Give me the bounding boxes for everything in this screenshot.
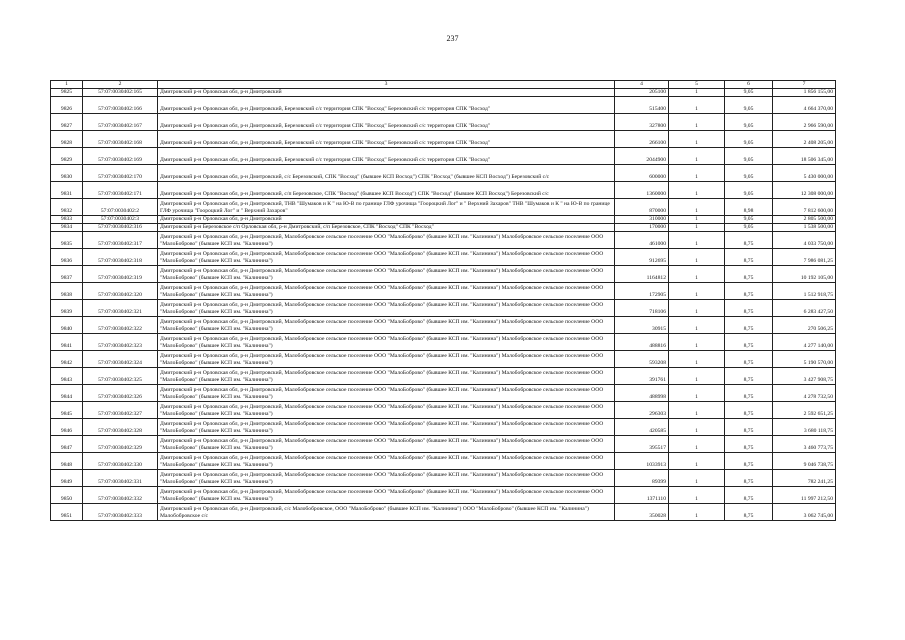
land-parcel-table — [50, 80, 836, 521]
value-cell: 6 283 427,50 — [773, 300, 836, 317]
location-description-cell: Дмитровский р-н Орловская обл, р-н Дмитровский, Березовский с/с территория СПК "Восход" Березовский с/с территория СПК "Восход" — [158, 148, 615, 165]
cadastral-number-cell: 57:07:0030402:169 — [83, 148, 158, 165]
area-cell: 2044900 — [615, 148, 669, 165]
row-number-cell: 9844 — [51, 385, 83, 402]
column-header: 1 — [51, 81, 83, 89]
rate-cell: 8,75 — [725, 402, 773, 419]
location-description-cell: Дмитровский р-н Березовское с/п Орловская обл, р-н Дмитровский, с/п Березовское, СПК "Восход" СПК "Восход" — [158, 224, 615, 232]
rate-cell: 8,75 — [725, 436, 773, 453]
area-cell: 488816 — [615, 334, 669, 351]
location-description-cell: Дмитровский р-н Орловская обл, р-н Дмитровский, ТНВ "Шумаков и К " на Ю-В по границе ГЛФ урочища "Гоороцкий Лог" и " Верхний Захаров" ТНВ "Шумаков и К " на Ю-В по границе ГЛФ урочища "Гоороцкий Лог" и " Верхний Захаров" — [158, 199, 615, 216]
area-cell: 266100 — [615, 131, 669, 148]
value-cell: 4 277 140,00 — [773, 334, 836, 351]
row-number-cell: 9826 — [51, 97, 83, 114]
value-cell: 10 192 105,00 — [773, 266, 836, 283]
column-header: 7 — [773, 81, 836, 89]
rate-cell: 8,75 — [725, 504, 773, 521]
table-row — [51, 232, 836, 249]
coefficient-cell: 1 — [669, 402, 725, 419]
value-cell: 4 664 370,00 — [773, 97, 836, 114]
location-description-cell: Дмитровский р-н Орловская обл, р-н Дмитровский, Малобобровское сельское поселение ООО "МалоБоброво" (бывшее КСП им. "Калинина") Малобобровское сельское поселение ООО "МалоБоброво" (бывшее КСП им. "Калинина") — [158, 419, 615, 436]
rate-cell: 9,05 — [725, 148, 773, 165]
location-description-cell: Дмитровский р-н Орловская обл, р-н Дмитровский, Малобобровское сельское поселение ООО "МалоБоброво" (бывшее КСП им. "Калинина") Малобобровское сельское поселение ООО "МалоБоброво" (бывшее КСП им. "Калинина") — [158, 317, 615, 334]
page-number: 237 — [446, 34, 459, 43]
coefficient-cell: 1 — [669, 283, 725, 300]
area-cell: 391761 — [615, 368, 669, 385]
rate-cell: 9,05 — [725, 216, 773, 224]
value-cell: 3 062 745,00 — [773, 504, 836, 521]
table-row — [51, 504, 836, 521]
rate-cell: 8,75 — [725, 266, 773, 283]
coefficient-cell: 1 — [669, 317, 725, 334]
rate-cell: 8,98 — [725, 199, 773, 216]
table-row — [51, 216, 836, 224]
location-description-cell: Дмитровский р-н Орловская обл, р-н Дмитровский, Малобобровское сельское поселение ООО "МалоБоброво" (бывшее КСП им. "Калинина") Малобобровское сельское поселение ООО "МалоБоброво" (бывшее КСП им. "Калинина") — [158, 402, 615, 419]
location-description-cell: Дмитровский р-н Орловская обл, р-н Дмитровский, с/с Березовский, СПК "Восход" (бывшее КСП Восход") СПК "Восход" (бывшее КСП Восход") Березовский с/с — [158, 165, 615, 182]
value-cell: 5 430 000,00 — [773, 165, 836, 182]
cadastral-number-cell: 57:07:0030402:333 — [83, 504, 158, 521]
row-number-cell: 9838 — [51, 283, 83, 300]
location-description-cell: Дмитровский р-н Орловская обл, р-н Дмитровский — [158, 89, 615, 97]
cadastral-number-cell: 57:07:0030402:321 — [83, 300, 158, 317]
cadastral-number-cell: 57:07:0030402:319 — [83, 266, 158, 283]
row-number-cell: 9851 — [51, 504, 83, 521]
coefficient-cell: 1 — [669, 436, 725, 453]
table-row — [51, 317, 836, 334]
table-row — [51, 148, 836, 165]
row-number-cell: 9835 — [51, 232, 83, 249]
table-row — [51, 224, 836, 232]
area-cell: 296303 — [615, 402, 669, 419]
row-number-cell: 9836 — [51, 249, 83, 266]
rate-cell: 8,75 — [725, 470, 773, 487]
area-cell: 172905 — [615, 283, 669, 300]
location-description-cell: Дмитровский р-н Орловская обл, р-н Дмитровский — [158, 216, 615, 224]
value-cell: 4 033 750,00 — [773, 232, 836, 249]
coefficient-cell: 1 — [669, 249, 725, 266]
column-header: 4 — [615, 81, 669, 89]
table-row — [51, 165, 836, 182]
area-cell: 1360000 — [615, 182, 669, 199]
location-description-cell: Дмитровский р-н Орловская обл, р-н Дмитровский, Березовский с/с территория СПК "Восход" Березовский с/с территория СПК "Восход" — [158, 131, 615, 148]
coefficient-cell: 1 — [669, 351, 725, 368]
row-number-cell: 9840 — [51, 317, 83, 334]
area-cell: 488998 — [615, 385, 669, 402]
row-number-cell: 9850 — [51, 487, 83, 504]
table-row — [51, 114, 836, 131]
area-cell: 395517 — [615, 436, 669, 453]
area-cell: 30915 — [615, 317, 669, 334]
value-cell: 7 812 600,00 — [773, 199, 836, 216]
column-header: 2 — [83, 81, 158, 89]
location-description-cell: Дмитровский р-н Орловская обл, р-н Дмитровский, Малобобровское сельское поселение ООО "МалоБоброво" (бывшее КСП им. "Калинина") Малобобровское сельское поселение ООО "МалоБоброво" (бывшее КСП им. "Калинина") — [158, 249, 615, 266]
row-number-cell: 9849 — [51, 470, 83, 487]
value-cell: 1 512 918,75 — [773, 283, 836, 300]
table-row — [51, 89, 836, 97]
cadastral-number-cell: 57:07:0030402:3 — [83, 216, 158, 224]
cadastral-number-cell: 57:07:0030402:330 — [83, 453, 158, 470]
cadastral-number-cell: 57:07:0030402:322 — [83, 317, 158, 334]
header-row — [51, 81, 836, 89]
rate-cell: 8,75 — [725, 487, 773, 504]
coefficient-cell: 1 — [669, 182, 725, 199]
location-description-cell: Дмитровский р-н Орловская обл, р-н Дмитровский, Малобобровское сельское поселение ООО "МалоБоброво" (бывшее КСП им. "Калинина") Малобобровское сельское поселение ООО "МалоБоброво" (бывшее КСП им. "Калинина") — [158, 453, 615, 470]
value-cell: 18 506 345,00 — [773, 148, 836, 165]
coefficient-cell: 1 — [669, 334, 725, 351]
rate-cell: 9,05 — [725, 224, 773, 232]
coefficient-cell: 1 — [669, 131, 725, 148]
value-cell: 4 278 732,50 — [773, 385, 836, 402]
location-description-cell: Дмитровский р-н Орловская обл, р-н Дмитровский, с/п Березовское, СПК "Восход" (бывшее КСП Восход") СПК "Восход" (бывшее КСП Восход") Березовский с/с — [158, 182, 615, 199]
coefficient-cell: 1 — [669, 419, 725, 436]
location-description-cell: Дмитровский р-н Орловская обл, р-н Дмитровский, Малобобровское сельское поселение ООО "МалоБоброво" (бывшее КСП им. "Калинина") Малобобровское сельское поселение ООО "МалоБоброво" (бывшее КСП им. "Калинина") — [158, 436, 615, 453]
row-number-cell: 9837 — [51, 266, 83, 283]
location-description-cell: Дмитровский р-н Орловская обл, р-н Дмитровский, Малобобровское сельское поселение ООО "МалоБоброво" (бывшее КСП им. "Калинина") Малобобровское сельское поселение ООО "МалоБоброво" (бывшее КСП им. "Калинина") — [158, 487, 615, 504]
table-row — [51, 351, 836, 368]
location-description-cell: Дмитровский р-н Орловская обл, р-н Дмитровский, Малобобровское сельское поселение ООО "МалоБоброво" (бывшее КСП им. "Калинина") Малобобровское сельское поселение ООО "МалоБоброво" (бывшее КСП им. "Калинина") — [158, 283, 615, 300]
cadastral-number-cell: 57:07:0030402:326 — [83, 385, 158, 402]
value-cell: 2 805 500,00 — [773, 216, 836, 224]
table-row — [51, 436, 836, 453]
area-cell: 205100 — [615, 89, 669, 97]
location-description-cell: Дмитровский р-н Орловская обл, р-н Дмитровский, Малобобровское сельское поселение ООО "МалоБоброво" (бывшее КСП им. "Калинина") Малобобровское сельское поселение ООО "МалоБоброво" (бывшее КСП им. "Калинина") — [158, 470, 615, 487]
row-number-cell: 9831 — [51, 182, 83, 199]
cadastral-number-cell: 57:07:0030402:323 — [83, 334, 158, 351]
value-cell: 9 046 738,75 — [773, 453, 836, 470]
cadastral-number-cell: 57:07:0030402:170 — [83, 165, 158, 182]
coefficient-cell: 1 — [669, 266, 725, 283]
location-description-cell: Дмитровский р-н Орловская обл, р-н Дмитровский, Березовский с/с территория СПК "Восход" Березовский с/с территория СПК "Восход" — [158, 97, 615, 114]
coefficient-cell: 1 — [669, 114, 725, 131]
cadastral-number-cell: 57:07:0030402:318 — [83, 249, 158, 266]
rate-cell: 9,05 — [725, 131, 773, 148]
table-row — [51, 283, 836, 300]
area-cell: 89399 — [615, 470, 669, 487]
rate-cell: 8,75 — [725, 385, 773, 402]
location-description-cell: Дмитровский р-н Орловская обл, р-н Дмитровский, Малобобровское сельское поселение ООО "МалоБоброво" (бывшее КСП им. "Калинина") Малобобровское сельское поселение ООО "МалоБоброво" (бывшее КСП им. "Калинина") — [158, 334, 615, 351]
location-description-cell: Дмитровский р-н Орловская обл, р-н Дмитровский, Малобобровское сельское поселение ООО "МалоБоброво" (бывшее КСП им. "Калинина") Малобобровское сельское поселение ООО "МалоБоброво" (бывшее КСП им. "Калинина") — [158, 266, 615, 283]
area-cell: 593208 — [615, 351, 669, 368]
cadastral-number-cell: 57:07:0030402:331 — [83, 470, 158, 487]
value-cell: 1 538 500,00 — [773, 224, 836, 232]
row-number-cell: 9833 — [51, 216, 83, 224]
table-row — [51, 97, 836, 114]
area-cell: 912695 — [615, 249, 669, 266]
table-row — [51, 266, 836, 283]
rate-cell: 9,05 — [725, 114, 773, 131]
row-number-cell: 9845 — [51, 402, 83, 419]
table-row — [51, 334, 836, 351]
coefficient-cell: 1 — [669, 97, 725, 114]
area-cell: 170000 — [615, 224, 669, 232]
row-number-cell: 9846 — [51, 419, 83, 436]
row-number-cell: 9843 — [51, 368, 83, 385]
location-description-cell: Дмитровский р-н Орловская обл, р-н Дмитровский, Малобобровское сельское поселение ООО "МалоБоброво" (бывшее КСП им. "Калинина") Малобобровское сельское поселение ООО "МалоБоброво" (бывшее КСП им. "Калинина") — [158, 300, 615, 317]
rate-cell: 9,05 — [725, 89, 773, 97]
value-cell: 12 308 000,00 — [773, 182, 836, 199]
cadastral-number-cell: 57:07:0030402:327 — [83, 402, 158, 419]
coefficient-cell: 1 — [669, 89, 725, 97]
cadastral-number-cell: 57:07:0030402:324 — [83, 351, 158, 368]
table-row — [51, 182, 836, 199]
coefficient-cell: 1 — [669, 224, 725, 232]
area-cell: 870000 — [615, 199, 669, 216]
rate-cell: 8,75 — [725, 317, 773, 334]
location-description-cell: Дмитровский р-н Орловская обл, р-н Дмитровский, Березовский с/с территория СПК "Восход" Березовский с/с территория СПК "Восход" — [158, 114, 615, 131]
cadastral-number-cell: 57:07:0030402:332 — [83, 487, 158, 504]
area-cell: 310000 — [615, 216, 669, 224]
coefficient-cell: 1 — [669, 504, 725, 521]
table-row — [51, 199, 836, 216]
row-number-cell: 9830 — [51, 165, 83, 182]
cadastral-number-cell: 57:07:0030402:317 — [83, 232, 158, 249]
rate-cell: 8,75 — [725, 232, 773, 249]
row-number-cell: 9827 — [51, 114, 83, 131]
coefficient-cell: 1 — [669, 300, 725, 317]
area-cell: 515400 — [615, 97, 669, 114]
rate-cell: 8,75 — [725, 300, 773, 317]
column-header: 3 — [158, 81, 615, 89]
location-description-cell: Дмитровский р-н Орловская обл, р-н Дмитровский, Малобобровское сельское поселение ООО "МалоБоброво" (бывшее КСП им. "Калинина") Малобобровское сельское поселение ООО "МалоБоброво" (бывшее КСП им. "Калинина") — [158, 385, 615, 402]
rate-cell: 8,75 — [725, 351, 773, 368]
area-cell: 420585 — [615, 419, 669, 436]
row-number-cell: 9847 — [51, 436, 83, 453]
coefficient-cell: 1 — [669, 368, 725, 385]
area-cell: 600000 — [615, 165, 669, 182]
cadastral-number-cell: 57:07:0030402:2 — [83, 199, 158, 216]
rate-cell: 8,75 — [725, 249, 773, 266]
rate-cell: 9,05 — [725, 165, 773, 182]
rate-cell: 9,05 — [725, 182, 773, 199]
rate-cell: 8,75 — [725, 453, 773, 470]
coefficient-cell: 1 — [669, 148, 725, 165]
location-description-cell: Дмитровский р-н Орловская обл, р-н Дмитровский, Малобобровское сельское поселение ООО "МалоБоброво" (бывшее КСП им. "Калинина") Малобобровское сельское поселение ООО "МалоБоброво" (бывшее КСП им. "Калинина") — [158, 351, 615, 368]
value-cell: 2 592 651,25 — [773, 402, 836, 419]
column-header: 5 — [669, 81, 725, 89]
row-number-cell: 9842 — [51, 351, 83, 368]
row-number-cell: 9841 — [51, 334, 83, 351]
value-cell: 7 986 081,25 — [773, 249, 836, 266]
table-row — [51, 368, 836, 385]
row-number-cell: 9828 — [51, 131, 83, 148]
row-number-cell: 9832 — [51, 199, 83, 216]
value-cell: 3 680 118,75 — [773, 419, 836, 436]
area-cell: 718106 — [615, 300, 669, 317]
table-row — [51, 487, 836, 504]
area-cell: 461000 — [615, 232, 669, 249]
area-cell: 1164812 — [615, 266, 669, 283]
table-row — [51, 300, 836, 317]
table-row — [51, 131, 836, 148]
coefficient-cell: 1 — [669, 470, 725, 487]
table-row — [51, 453, 836, 470]
coefficient-cell: 1 — [669, 232, 725, 249]
location-description-cell: Дмитровский р-н Орловская обл, р-н Дмитровский, с/с Малобобровское, ООО "МалоБоброво" (бывшее КСП им. "Калинина") ООО "МалоБоброво" (бывшее КСП им. "Калинина") Малобобровское с/с — [158, 504, 615, 521]
area-cell: 350028 — [615, 504, 669, 521]
table-row — [51, 419, 836, 436]
row-number-cell: 9848 — [51, 453, 83, 470]
coefficient-cell: 1 — [669, 487, 725, 504]
coefficient-cell: 1 — [669, 165, 725, 182]
column-header: 6 — [725, 81, 773, 89]
cadastral-number-cell: 57:07:0030402:328 — [83, 419, 158, 436]
row-number-cell: 9825 — [51, 89, 83, 97]
value-cell: 2 966 590,00 — [773, 114, 836, 131]
table-row — [51, 470, 836, 487]
location-description-cell: Дмитровский р-н Орловская обл, р-н Дмитровский, Малобобровское сельское поселение ООО "МалоБоброво" (бывшее КСП им. "Калинина") Малобобровское сельское поселение ООО "МалоБоброво" (бывшее КСП им. "Калинина") — [158, 232, 615, 249]
value-cell: 270 506,25 — [773, 317, 836, 334]
area-cell: 1371110 — [615, 487, 669, 504]
location-description-cell: Дмитровский р-н Орловская обл, р-н Дмитровский, Малобобровское сельское поселение ООО "МалоБоброво" (бывшее КСП им. "Калинина") Малобобровское сельское поселение ООО "МалоБоброво" (бывшее КСП им. "Калинина") — [158, 368, 615, 385]
cadastral-number-cell: 57:07:0030402:166 — [83, 97, 158, 114]
cadastral-number-cell: 57:07:0030402:165 — [83, 89, 158, 97]
area-cell: 1033913 — [615, 453, 669, 470]
coefficient-cell: 1 — [669, 199, 725, 216]
value-cell: 782 241,25 — [773, 470, 836, 487]
rate-cell: 8,75 — [725, 368, 773, 385]
cadastral-number-cell: 57:07:0030402:316 — [83, 224, 158, 232]
table-row — [51, 402, 836, 419]
cadastral-number-cell: 57:07:0030402:320 — [83, 283, 158, 300]
cadastral-number-cell: 57:07:0030402:167 — [83, 114, 158, 131]
value-cell: 11 997 212,50 — [773, 487, 836, 504]
rate-cell: 8,75 — [725, 334, 773, 351]
rate-cell: 8,75 — [725, 419, 773, 436]
row-number-cell: 9834 — [51, 224, 83, 232]
rate-cell: 8,75 — [725, 283, 773, 300]
row-number-cell: 9829 — [51, 148, 83, 165]
rate-cell: 9,05 — [725, 97, 773, 114]
value-cell: 2 408 205,00 — [773, 131, 836, 148]
area-cell: 327800 — [615, 114, 669, 131]
coefficient-cell: 1 — [669, 453, 725, 470]
coefficient-cell: 1 — [669, 216, 725, 224]
cadastral-number-cell: 57:07:0030402:171 — [83, 182, 158, 199]
row-number-cell: 9839 — [51, 300, 83, 317]
table-row — [51, 385, 836, 402]
value-cell: 3 427 908,75 — [773, 368, 836, 385]
value-cell: 1 856 155,00 — [773, 89, 836, 97]
registry-sheet — [50, 80, 835, 521]
table-body — [51, 89, 836, 521]
cadastral-number-cell: 57:07:0030402:168 — [83, 131, 158, 148]
cadastral-number-cell: 57:07:0030402:329 — [83, 436, 158, 453]
value-cell: 5 190 570,00 — [773, 351, 836, 368]
table-row — [51, 249, 836, 266]
cadastral-number-cell: 57:07:0030402:325 — [83, 368, 158, 385]
value-cell: 3 460 773,75 — [773, 436, 836, 453]
coefficient-cell: 1 — [669, 385, 725, 402]
